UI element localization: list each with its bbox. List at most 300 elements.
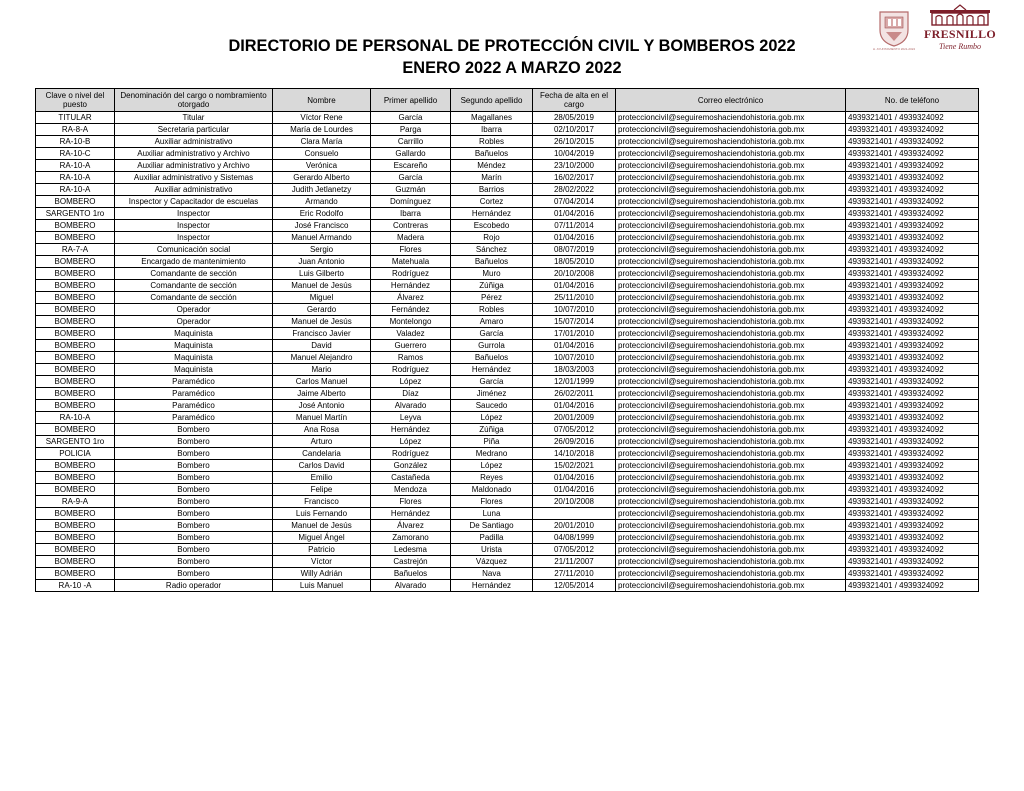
fecha-alta-cell: 26/10/2015 <box>533 136 616 148</box>
primer-apellido-cell: Fernández <box>371 304 451 316</box>
clave-cell: BOMBERO <box>36 328 115 340</box>
cargo-cell: Bombero <box>115 496 273 508</box>
nombre-cell: Mario <box>273 364 371 376</box>
nombre-cell: Miguel <box>273 292 371 304</box>
fecha-alta-cell: 12/05/2014 <box>533 580 616 592</box>
table-row <box>36 184 979 196</box>
column-header-segundo-apellido: Segundo apellido <box>451 89 533 112</box>
segundo-apellido-cell: Robles <box>451 304 533 316</box>
clave-cell: SARGENTO 1ro <box>36 436 115 448</box>
segundo-apellido-cell: Padilla <box>451 532 533 544</box>
nombre-cell: Candelaria <box>273 448 371 460</box>
clave-cell: BOMBERO <box>36 556 115 568</box>
clave-cell: BOMBERO <box>36 304 115 316</box>
nombre-cell: María de Lourdes <box>273 124 371 136</box>
fecha-alta-cell: 10/04/2019 <box>533 148 616 160</box>
table-row <box>36 328 979 340</box>
fecha-alta-cell: 07/05/2012 <box>533 424 616 436</box>
primer-apellido-cell: López <box>371 376 451 388</box>
clave-cell: BOMBERO <box>36 388 115 400</box>
primer-apellido-cell: Hernández <box>371 508 451 520</box>
nombre-cell: Patricio <box>273 544 371 556</box>
primer-apellido-cell: Álvarez <box>371 520 451 532</box>
cargo-cell: Bombero <box>115 532 273 544</box>
primer-apellido-cell: Mendoza <box>371 484 451 496</box>
table-row <box>36 436 979 448</box>
clave-cell: BOMBERO <box>36 196 115 208</box>
segundo-apellido-cell: Bañuelos <box>451 352 533 364</box>
phone-cell: 4939321401 / 4939324092 <box>846 124 979 136</box>
segundo-apellido-cell: Vázquez <box>451 556 533 568</box>
nombre-cell: Clara María <box>273 136 371 148</box>
email-cell: proteccioncivil@seguiremoshaciendohistoria.gob.mx <box>616 292 846 304</box>
primer-apellido-cell: García <box>371 172 451 184</box>
table-row <box>36 292 979 304</box>
segundo-apellido-cell: Rojo <box>451 232 533 244</box>
nombre-cell: Carlos David <box>273 460 371 472</box>
nombre-cell: Manuel Alejandro <box>273 352 371 364</box>
primer-apellido-cell: Zamorano <box>371 532 451 544</box>
table-row <box>36 124 979 136</box>
phone-cell: 4939321401 / 4939324092 <box>846 376 979 388</box>
clave-cell: BOMBERO <box>36 220 115 232</box>
phone-cell: 4939321401 / 4939324092 <box>846 508 979 520</box>
nombre-cell: Jaime Alberto <box>273 388 371 400</box>
nombre-cell: Manuel Armando <box>273 232 371 244</box>
primer-apellido-cell: Guerrero <box>371 340 451 352</box>
email-cell: proteccioncivil@seguiremoshaciendohistoria.gob.mx <box>616 520 846 532</box>
email-cell: proteccioncivil@seguiremoshaciendohistoria.gob.mx <box>616 136 846 148</box>
table-row <box>36 532 979 544</box>
cargo-cell: Inspector <box>115 232 273 244</box>
cargo-cell: Maquinista <box>115 340 273 352</box>
nombre-cell: Gerardo Alberto <box>273 172 371 184</box>
primer-apellido-cell: López <box>371 436 451 448</box>
segundo-apellido-cell: Barrios <box>451 184 533 196</box>
fecha-alta-cell: 10/07/2010 <box>533 304 616 316</box>
email-cell: proteccioncivil@seguiremoshaciendohistoria.gob.mx <box>616 184 846 196</box>
cargo-cell: Secretaria particular <box>115 124 273 136</box>
email-cell: proteccioncivil@seguiremoshaciendohistoria.gob.mx <box>616 328 846 340</box>
table-row <box>36 256 979 268</box>
fecha-alta-cell: 10/07/2010 <box>533 352 616 364</box>
table-row <box>36 472 979 484</box>
fecha-alta-cell: 26/09/2016 <box>533 436 616 448</box>
table-row <box>36 400 979 412</box>
phone-cell: 4939321401 / 4939324092 <box>846 316 979 328</box>
segundo-apellido-cell: García <box>451 376 533 388</box>
table-row <box>36 232 979 244</box>
segundo-apellido-cell: Pérez <box>451 292 533 304</box>
column-header-fecha-alta: Fecha de alta en el cargo <box>533 89 616 112</box>
nombre-cell: Luis Gilberto <box>273 268 371 280</box>
table-row <box>36 460 979 472</box>
phone-cell: 4939321401 / 4939324092 <box>846 280 979 292</box>
primer-apellido-cell: Madera <box>371 232 451 244</box>
primer-apellido-cell: González <box>371 460 451 472</box>
fecha-alta-cell: 26/02/2011 <box>533 388 616 400</box>
email-cell: proteccioncivil@seguiremoshaciendohistoria.gob.mx <box>616 244 846 256</box>
clave-cell: RA-10-A <box>36 172 115 184</box>
clave-cell: BOMBERO <box>36 544 115 556</box>
primer-apellido-cell: Flores <box>371 496 451 508</box>
clave-cell: BOMBERO <box>36 484 115 496</box>
segundo-apellido-cell: Amaro <box>451 316 533 328</box>
clave-cell: RA-8-A <box>36 124 115 136</box>
column-header-telefono: No. de teléfono <box>846 89 979 112</box>
nombre-cell: David <box>273 340 371 352</box>
email-cell: proteccioncivil@seguiremoshaciendohistoria.gob.mx <box>616 580 846 592</box>
email-cell: proteccioncivil@seguiremoshaciendohistoria.gob.mx <box>616 532 846 544</box>
clave-cell: BOMBERO <box>36 460 115 472</box>
nombre-cell: Felipe <box>273 484 371 496</box>
cargo-cell: Auxiliar administrativo <box>115 136 273 148</box>
table-row <box>36 544 979 556</box>
table-row <box>36 148 979 160</box>
fecha-alta-cell: 01/04/2016 <box>533 484 616 496</box>
clave-cell: BOMBERO <box>36 520 115 532</box>
brand-name: FRESNILLO <box>924 27 997 41</box>
nombre-cell: Arturo <box>273 436 371 448</box>
segundo-apellido-cell: Marín <box>451 172 533 184</box>
email-cell: proteccioncivil@seguiremoshaciendohistoria.gob.mx <box>616 448 846 460</box>
table-row <box>36 244 979 256</box>
segundo-apellido-cell: Cortez <box>451 196 533 208</box>
table-row <box>36 196 979 208</box>
primer-apellido-cell: Castañeda <box>371 472 451 484</box>
primer-apellido-cell: Castrejón <box>371 556 451 568</box>
table-row <box>36 220 979 232</box>
table-row <box>36 448 979 460</box>
column-header-primer-apellido: Primer apellido <box>371 89 451 112</box>
fecha-alta-cell: 08/07/2019 <box>533 244 616 256</box>
primer-apellido-cell: Álvarez <box>371 292 451 304</box>
document-title: DIRECTORIO DE PERSONAL DE PROTECCIÓN CIVIL Y BOMBEROS 2022 <box>228 36 796 55</box>
primer-apellido-cell: Matehuala <box>371 256 451 268</box>
clave-cell: RA-7-A <box>36 244 115 256</box>
segundo-apellido-cell: García <box>451 328 533 340</box>
cargo-cell: Titular <box>115 112 273 124</box>
clave-cell: RA-10-C <box>36 148 115 160</box>
table-row <box>36 136 979 148</box>
table-row <box>36 364 979 376</box>
primer-apellido-cell: Rodríguez <box>371 448 451 460</box>
clave-cell: TITULAR <box>36 112 115 124</box>
clave-cell: RA-9-A <box>36 496 115 508</box>
fecha-alta-cell: 15/07/2014 <box>533 316 616 328</box>
cargo-cell: Bombero <box>115 424 273 436</box>
phone-cell: 4939321401 / 4939324092 <box>846 520 979 532</box>
segundo-apellido-cell: De Santiago <box>451 520 533 532</box>
phone-cell: 4939321401 / 4939324092 <box>846 136 979 148</box>
fecha-alta-cell: 14/10/2018 <box>533 448 616 460</box>
cargo-cell: Bombero <box>115 568 273 580</box>
clave-cell: RA-10-A <box>36 160 115 172</box>
primer-apellido-cell: Hernández <box>371 280 451 292</box>
segundo-apellido-cell: López <box>451 460 533 472</box>
segundo-apellido-cell: Bañuelos <box>451 148 533 160</box>
fecha-alta-cell: 01/04/2016 <box>533 232 616 244</box>
email-cell: proteccioncivil@seguiremoshaciendohistoria.gob.mx <box>616 304 846 316</box>
email-cell: proteccioncivil@seguiremoshaciendohistoria.gob.mx <box>616 484 846 496</box>
clave-cell: BOMBERO <box>36 376 115 388</box>
email-cell: proteccioncivil@seguiremoshaciendohistoria.gob.mx <box>616 112 846 124</box>
nombre-cell: Ana Rosa <box>273 424 371 436</box>
fecha-alta-cell: 21/11/2007 <box>533 556 616 568</box>
segundo-apellido-cell: Zúñiga <box>451 424 533 436</box>
nombre-cell: Consuelo <box>273 148 371 160</box>
nombre-cell: Willy Adrián <box>273 568 371 580</box>
email-cell: proteccioncivil@seguiremoshaciendohistoria.gob.mx <box>616 124 846 136</box>
primer-apellido-cell: Domínguez <box>371 196 451 208</box>
nombre-cell: Armando <box>273 196 371 208</box>
segundo-apellido-cell: Zúñiga <box>451 280 533 292</box>
table-row <box>36 316 979 328</box>
brand-slogan: Tiene Rumbo <box>939 42 981 51</box>
cargo-cell: Operador <box>115 316 273 328</box>
fecha-alta-cell: 28/05/2019 <box>533 112 616 124</box>
cargo-cell: Paramédico <box>115 388 273 400</box>
phone-cell: 4939321401 / 4939324092 <box>846 388 979 400</box>
clave-cell: BOMBERO <box>36 268 115 280</box>
fecha-alta-cell: 20/10/2008 <box>533 268 616 280</box>
cargo-cell: Auxiliar administrativo y Archivo <box>115 148 273 160</box>
clave-cell: BOMBERO <box>36 424 115 436</box>
clave-cell: BOMBERO <box>36 292 115 304</box>
segundo-apellido-cell: Gurrola <box>451 340 533 352</box>
email-cell: proteccioncivil@seguiremoshaciendohistoria.gob.mx <box>616 352 846 364</box>
email-cell: proteccioncivil@seguiremoshaciendohistoria.gob.mx <box>616 232 846 244</box>
personnel-directory-table <box>35 88 979 592</box>
table-row <box>36 568 979 580</box>
table-header-row <box>36 89 979 112</box>
phone-cell: 4939321401 / 4939324092 <box>846 304 979 316</box>
table-row <box>36 160 979 172</box>
cargo-cell: Inspector y Capacitador de escuelas <box>115 196 273 208</box>
phone-cell: 4939321401 / 4939324092 <box>846 544 979 556</box>
seal-caption: H. AYUNTAMIENTO 2021-2024 <box>872 47 916 51</box>
nombre-cell: Víctor <box>273 556 371 568</box>
nombre-cell: Manuel de Jesús <box>273 520 371 532</box>
nombre-cell: Gerardo <box>273 304 371 316</box>
fecha-alta-cell: 25/11/2010 <box>533 292 616 304</box>
clave-cell: RA-10 -A <box>36 580 115 592</box>
cargo-cell: Bombero <box>115 544 273 556</box>
phone-cell: 4939321401 / 4939324092 <box>846 400 979 412</box>
phone-cell: 4939321401 / 4939324092 <box>846 268 979 280</box>
phone-cell: 4939321401 / 4939324092 <box>846 172 979 184</box>
segundo-apellido-cell: Robles <box>451 136 533 148</box>
phone-cell: 4939321401 / 4939324092 <box>846 364 979 376</box>
cargo-cell: Paramédico <box>115 376 273 388</box>
cargo-cell: Bombero <box>115 436 273 448</box>
cargo-cell: Bombero <box>115 556 273 568</box>
table-row <box>36 352 979 364</box>
primer-apellido-cell: Gallardo <box>371 148 451 160</box>
primer-apellido-cell: Valadez <box>371 328 451 340</box>
nombre-cell: Carlos Manuel <box>273 376 371 388</box>
table-row <box>36 280 979 292</box>
table-row <box>36 520 979 532</box>
nombre-cell: José Antonio <box>273 400 371 412</box>
segundo-apellido-cell: Maldonado <box>451 484 533 496</box>
email-cell: proteccioncivil@seguiremoshaciendohistoria.gob.mx <box>616 220 846 232</box>
segundo-apellido-cell: Méndez <box>451 160 533 172</box>
primer-apellido-cell: Montelongo <box>371 316 451 328</box>
cargo-cell: Paramédico <box>115 400 273 412</box>
fecha-alta-cell: 18/03/2003 <box>533 364 616 376</box>
primer-apellido-cell: Ledesma <box>371 544 451 556</box>
primer-apellido-cell: Carrillo <box>371 136 451 148</box>
cargo-cell: Maquinista <box>115 364 273 376</box>
fecha-alta-cell: 20/01/2010 <box>533 520 616 532</box>
nombre-cell: Luis Manuel <box>273 580 371 592</box>
column-header-correo: Correo electrónico <box>616 89 846 112</box>
cargo-cell: Bombero <box>115 508 273 520</box>
table-row <box>36 172 979 184</box>
column-header-nombre: Nombre <box>273 89 371 112</box>
fecha-alta-cell: 23/10/2000 <box>533 160 616 172</box>
table-row <box>36 508 979 520</box>
fecha-alta-cell: 01/04/2016 <box>533 340 616 352</box>
table-row <box>36 388 979 400</box>
primer-apellido-cell: Rodríguez <box>371 268 451 280</box>
phone-cell: 4939321401 / 4939324092 <box>846 196 979 208</box>
primer-apellido-cell: Flores <box>371 244 451 256</box>
phone-cell: 4939321401 / 4939324092 <box>846 160 979 172</box>
email-cell: proteccioncivil@seguiremoshaciendohistoria.gob.mx <box>616 436 846 448</box>
table-row <box>36 112 979 124</box>
clave-cell: SARGENTO 1ro <box>36 208 115 220</box>
fecha-alta-cell: 01/04/2016 <box>533 472 616 484</box>
email-cell: proteccioncivil@seguiremoshaciendohistoria.gob.mx <box>616 376 846 388</box>
cargo-cell: Bombero <box>115 448 273 460</box>
fecha-alta-cell: 18/05/2010 <box>533 256 616 268</box>
table-row <box>36 556 979 568</box>
segundo-apellido-cell: Luna <box>451 508 533 520</box>
primer-apellido-cell: Guzmán <box>371 184 451 196</box>
cargo-cell: Bombero <box>115 484 273 496</box>
nombre-cell: Juan Antonio <box>273 256 371 268</box>
phone-cell: 4939321401 / 4939324092 <box>846 472 979 484</box>
primer-apellido-cell: Alvarado <box>371 400 451 412</box>
primer-apellido-cell: Escareño <box>371 160 451 172</box>
segundo-apellido-cell: Hernández <box>451 580 533 592</box>
cargo-cell: Paramédico <box>115 412 273 424</box>
phone-cell: 4939321401 / 4939324092 <box>846 232 979 244</box>
segundo-apellido-cell: Muro <box>451 268 533 280</box>
fecha-alta-cell: 16/02/2017 <box>533 172 616 184</box>
document-subtitle: ENERO 2022 A MARZO 2022 <box>402 58 622 77</box>
nombre-cell: Verónica <box>273 160 371 172</box>
nombre-cell: Víctor Rene <box>273 112 371 124</box>
segundo-apellido-cell: Sánchez <box>451 244 533 256</box>
email-cell: proteccioncivil@seguiremoshaciendohistoria.gob.mx <box>616 268 846 280</box>
nombre-cell: Eric Rodolfo <box>273 208 371 220</box>
phone-cell: 4939321401 / 4939324092 <box>846 220 979 232</box>
cargo-cell: Maquinista <box>115 328 273 340</box>
email-cell: proteccioncivil@seguiremoshaciendohistoria.gob.mx <box>616 412 846 424</box>
segundo-apellido-cell: Flores <box>451 496 533 508</box>
fecha-alta-cell: 27/11/2010 <box>533 568 616 580</box>
primer-apellido-cell: Hernández <box>371 424 451 436</box>
column-header-cargo: Denominación del cargo o nombramiento otorgado <box>115 89 273 112</box>
primer-apellido-cell: Ibarra <box>371 208 451 220</box>
segundo-apellido-cell: Hernández <box>451 364 533 376</box>
phone-cell: 4939321401 / 4939324092 <box>846 424 979 436</box>
segundo-apellido-cell: Medrano <box>451 448 533 460</box>
fecha-alta-cell: 02/10/2017 <box>533 124 616 136</box>
segundo-apellido-cell: Nava <box>451 568 533 580</box>
cargo-cell: Inspector <box>115 208 273 220</box>
nombre-cell: Manuel Martín <box>273 412 371 424</box>
cargo-cell: Comandante de sección <box>115 292 273 304</box>
cargo-cell: Auxiliar administrativo <box>115 184 273 196</box>
email-cell: proteccioncivil@seguiremoshaciendohistoria.gob.mx <box>616 400 846 412</box>
nombre-cell: José Francisco <box>273 220 371 232</box>
email-cell: proteccioncivil@seguiremoshaciendohistoria.gob.mx <box>616 160 846 172</box>
nombre-cell: Judith Jetlanetzy <box>273 184 371 196</box>
segundo-apellido-cell: Ibarra <box>451 124 533 136</box>
fecha-alta-cell: 17/01/2010 <box>533 328 616 340</box>
phone-cell: 4939321401 / 4939324092 <box>846 496 979 508</box>
phone-cell: 4939321401 / 4939324092 <box>846 112 979 124</box>
cargo-cell: Auxiliar administrativo y Archivo <box>115 160 273 172</box>
fecha-alta-cell: 01/04/2016 <box>533 280 616 292</box>
nombre-cell: Miguel Ángel <box>273 532 371 544</box>
email-cell: proteccioncivil@seguiremoshaciendohistoria.gob.mx <box>616 544 846 556</box>
phone-cell: 4939321401 / 4939324092 <box>846 328 979 340</box>
cargo-cell: Comandante de sección <box>115 268 273 280</box>
clave-cell: BOMBERO <box>36 232 115 244</box>
primer-apellido-cell: Díaz <box>371 388 451 400</box>
phone-cell: 4939321401 / 4939324092 <box>846 148 979 160</box>
table-row <box>36 376 979 388</box>
phone-cell: 4939321401 / 4939324092 <box>846 568 979 580</box>
clave-cell: BOMBERO <box>36 568 115 580</box>
email-cell: proteccioncivil@seguiremoshaciendohistoria.gob.mx <box>616 568 846 580</box>
phone-cell: 4939321401 / 4939324092 <box>846 556 979 568</box>
email-cell: proteccioncivil@seguiremoshaciendohistoria.gob.mx <box>616 424 846 436</box>
fecha-alta-cell <box>533 508 616 520</box>
phone-cell: 4939321401 / 4939324092 <box>846 448 979 460</box>
email-cell: proteccioncivil@seguiremoshaciendohistoria.gob.mx <box>616 280 846 292</box>
phone-cell: 4939321401 / 4939324092 <box>846 340 979 352</box>
clave-cell: RA-10-A <box>36 184 115 196</box>
phone-cell: 4939321401 / 4939324092 <box>846 292 979 304</box>
clave-cell: BOMBERO <box>36 472 115 484</box>
cargo-cell: Bombero <box>115 472 273 484</box>
table-row <box>36 304 979 316</box>
fecha-alta-cell: 20/10/2008 <box>533 496 616 508</box>
clave-cell: BOMBERO <box>36 352 115 364</box>
primer-apellido-cell: Leyva <box>371 412 451 424</box>
table-row <box>36 424 979 436</box>
table-row <box>36 340 979 352</box>
cargo-cell: Inspector <box>115 220 273 232</box>
email-cell: proteccioncivil@seguiremoshaciendohistoria.gob.mx <box>616 388 846 400</box>
clave-cell: BOMBERO <box>36 364 115 376</box>
segundo-apellido-cell: Escobedo <box>451 220 533 232</box>
cargo-cell: Operador <box>115 304 273 316</box>
email-cell: proteccioncivil@seguiremoshaciendohistoria.gob.mx <box>616 496 846 508</box>
municipal-seal-logo <box>876 8 912 48</box>
nombre-cell: Manuel de Jesús <box>273 316 371 328</box>
segundo-apellido-cell: Saucedo <box>451 400 533 412</box>
fecha-alta-cell: 28/02/2022 <box>533 184 616 196</box>
fecha-alta-cell: 04/08/1999 <box>533 532 616 544</box>
segundo-apellido-cell: López <box>451 412 533 424</box>
